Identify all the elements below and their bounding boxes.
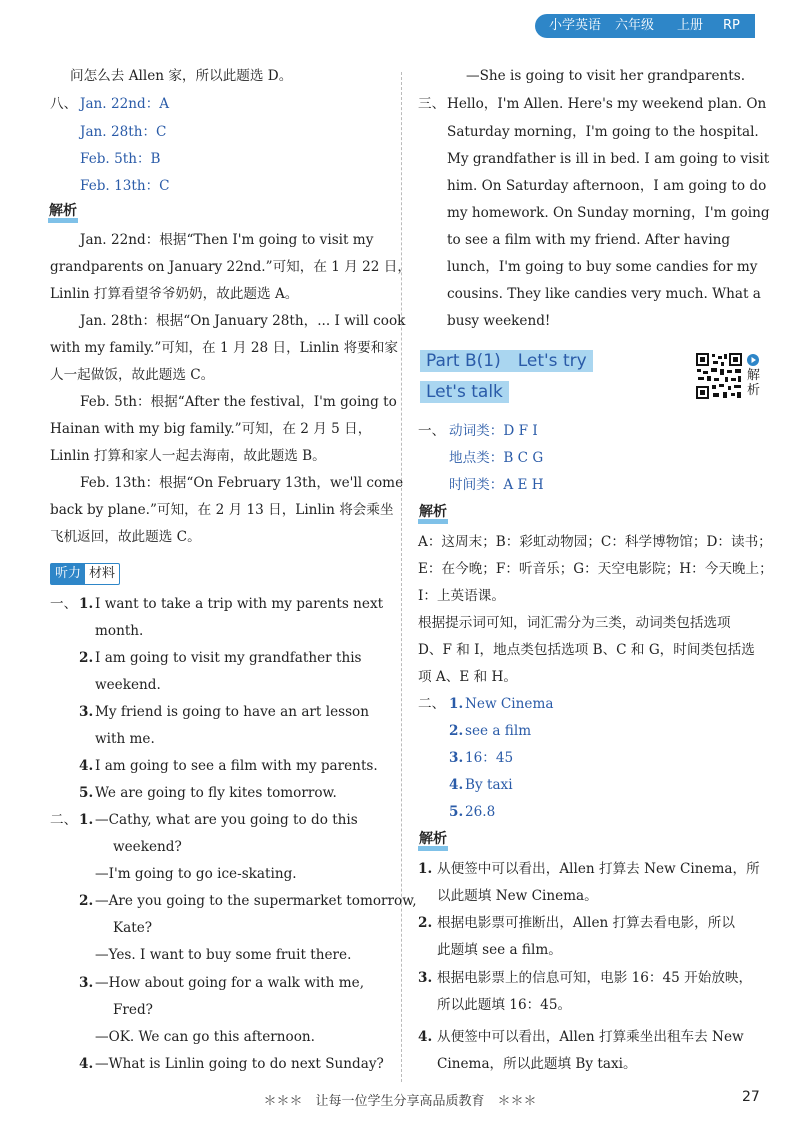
dialogue-line: —What is Linlin going to do next Sunday? bbox=[95, 1056, 384, 1072]
item-number: 4. bbox=[449, 777, 464, 793]
fill-answer: 26.8 bbox=[465, 804, 496, 820]
answer-item: Feb. 13th：C bbox=[80, 178, 170, 194]
part-title: Part B(1) Let's try bbox=[420, 350, 593, 372]
item-number: 2. bbox=[449, 723, 464, 739]
dialogue-line: Kate? bbox=[113, 920, 153, 936]
header-bar bbox=[535, 14, 755, 38]
dialogue-line: —How about going for a walk with me, bbox=[95, 975, 365, 991]
analysis-line: I：上英语课。 bbox=[418, 588, 505, 604]
answer-item: Feb. 5th：B bbox=[80, 151, 161, 167]
part-subtitle: Let's talk bbox=[420, 381, 509, 403]
answer-item: Jan. 22nd：A bbox=[80, 96, 170, 112]
item-number: 2. bbox=[79, 893, 94, 909]
analysis-line: 从便签中可以看出，Allen 打算去 New Cinema，所 bbox=[437, 861, 760, 877]
item-number: 1. bbox=[418, 861, 433, 877]
dialogue-line: Fred? bbox=[113, 1002, 153, 1018]
dialogue-line: —Are you going to the supermarket tomorrow, bbox=[95, 893, 417, 909]
analysis-line: Linlin 打算和家人一起去海南，故此题选 B。 bbox=[50, 448, 326, 464]
analysis-line: E：在今晚；F：听音乐；G：天空电影院；H：今天晚上； bbox=[418, 561, 773, 577]
item-number: 3. bbox=[449, 750, 464, 766]
analysis-line: 从便签中可以看出，Allen 打算乘坐出租车去 New bbox=[437, 1029, 744, 1045]
dialogue-line: —OK. We can go this afternoon. bbox=[95, 1029, 315, 1045]
passage-line: My grandfather is ill in bed. I am going to visit bbox=[447, 151, 770, 167]
header-volume: 上册 bbox=[677, 18, 704, 33]
item-number: 1. bbox=[79, 596, 94, 612]
analysis-line: 人一起做饭，故此题选 C。 bbox=[50, 367, 215, 383]
item-number: 3. bbox=[418, 970, 433, 986]
listening-line: I am going to see a film with my parents. bbox=[95, 758, 378, 774]
category-answer: 时间类：A E H bbox=[449, 477, 544, 493]
item-number: 1. bbox=[79, 812, 94, 828]
dialogue-line: —Yes. I want to buy some fruit there. bbox=[95, 947, 352, 963]
fill-answer: see a film bbox=[465, 723, 532, 739]
analysis-line: 此题填 see a film。 bbox=[437, 942, 562, 958]
analysis-heading: 解析 bbox=[418, 505, 448, 524]
listening-line: with me. bbox=[95, 731, 155, 747]
header-edition: RP bbox=[723, 18, 740, 33]
item-number: 4. bbox=[79, 758, 94, 774]
header-grade: 六年级 bbox=[615, 18, 655, 33]
section-2-label: 二、 bbox=[50, 812, 78, 828]
item-number: 2. bbox=[418, 915, 433, 931]
c2-label: 二、 bbox=[418, 696, 446, 712]
page-number: 27 bbox=[742, 1089, 760, 1105]
analysis-heading: 解析 bbox=[48, 204, 78, 223]
analysis-line: 根据提示词可知，词汇需分为三类，动词类包括选项 bbox=[418, 615, 731, 631]
fill-answer: 16：45 bbox=[465, 750, 514, 766]
analysis-line: Hainan with my big family.”可知，在 2 月 5 日， bbox=[50, 421, 372, 437]
analysis-line: 根据电影票可推断出，Allen 打算去看电影，所以 bbox=[437, 915, 735, 931]
item-number: 4. bbox=[79, 1056, 94, 1072]
analysis-heading: 解析 bbox=[418, 832, 448, 851]
analysis-line: Cinema，所以此题填 By taxi。 bbox=[437, 1056, 637, 1072]
section-8-label: 八、 bbox=[50, 96, 78, 112]
analysis-line: back by plane.”可知，在 2 月 13 日，Linlin 将会乘坐 bbox=[50, 502, 394, 518]
footer-slogan: ＊＊＊ 让每一位学生分享高品质教育 ＊＊＊ bbox=[263, 1094, 537, 1109]
analysis-line: 所以此题填 16：45。 bbox=[437, 997, 572, 1013]
item-number: 2. bbox=[79, 650, 94, 666]
right-line-0: —She is going to visit her grandparents. bbox=[466, 68, 746, 84]
analysis-line: Feb. 13th：根据“On February 13th，we'll come bbox=[80, 475, 404, 491]
analysis-line: 飞机返回，故此题选 C。 bbox=[50, 529, 201, 545]
analysis-line: Linlin 打算看望爷爷奶奶，故此题选 A。 bbox=[50, 286, 299, 302]
analysis-line: D、F 和 I，地点类包括选项 B、C 和 G，时间类包括选 bbox=[418, 642, 755, 658]
tag-listening: 听力 bbox=[51, 564, 85, 584]
listening-line: We are going to fly kites tomorrow. bbox=[95, 785, 337, 801]
category-answer: 动词类：D F I bbox=[449, 423, 538, 439]
passage-line: Saturday morning，I'm going to the hospital. bbox=[447, 124, 759, 140]
passage-line: Hello，I'm Allen. Here's my weekend plan. On bbox=[447, 96, 767, 112]
dialogue-line: weekend? bbox=[113, 839, 182, 855]
passage-line: cousins. They like candies very much. What a bbox=[447, 286, 761, 302]
item-number: 5. bbox=[449, 804, 464, 820]
fill-answer: New Cinema bbox=[465, 696, 554, 712]
analysis-line: Jan. 28th：根据“On January 28th，... I will cook bbox=[80, 313, 406, 329]
analysis-line: grandparents on January 22nd.”可知，在 1 月 22 日， bbox=[50, 259, 411, 275]
tag-material: 材料 bbox=[89, 566, 116, 581]
listening-material-tag bbox=[50, 563, 120, 585]
passage-line: my homework. On Sunday morning，I'm going bbox=[447, 205, 770, 221]
answer-item: Jan. 28th：C bbox=[80, 124, 167, 140]
fill-answer: By taxi bbox=[465, 777, 513, 793]
analysis-line: Feb. 5th：根据“After the festival，I'm going to bbox=[80, 394, 397, 410]
listening-line: My friend is going to have an art lesson bbox=[95, 704, 369, 720]
header-subject: 小学英语 bbox=[549, 18, 602, 33]
analysis-line: 以此题填 New Cinema。 bbox=[437, 888, 598, 904]
passage-line: lunch，I'm going to buy some candies for my bbox=[447, 259, 758, 275]
analysis-line: 项 A、E 和 H。 bbox=[418, 669, 517, 685]
section-3-label: 三、 bbox=[418, 96, 446, 112]
analysis-line: 根据电影票上的信息可知，电影 16：45 开始放映， bbox=[437, 970, 753, 986]
passage-line: him. On Saturday afternoon，I am going to do bbox=[447, 178, 767, 194]
analysis-line: with my family.”可知，在 1 月 28 日，Linlin 将要和家 bbox=[50, 340, 398, 356]
dialogue-line: —Cathy, what are you going to do this bbox=[95, 812, 358, 828]
listening-line: I am going to visit my grandfather this bbox=[95, 650, 362, 666]
item-number: 4. bbox=[418, 1029, 433, 1045]
left-line-1: 问怎么去 Allen 家，所以此题选 D。 bbox=[70, 68, 293, 84]
dialogue-line: —I'm going to go ice-skating. bbox=[95, 866, 297, 882]
item-number: 5. bbox=[79, 785, 94, 801]
analysis-line: A：这周末；B：彩虹动物园；C：科学博物馆；D：读书； bbox=[418, 534, 772, 550]
passage-line: busy weekend! bbox=[447, 313, 551, 329]
c1-label: 一、 bbox=[418, 423, 446, 439]
item-number: 1. bbox=[449, 696, 464, 712]
column-divider bbox=[401, 72, 402, 1082]
listening-line: month. bbox=[95, 623, 144, 639]
analysis-line: Jan. 22nd：根据“Then I'm going to visit my bbox=[80, 232, 374, 248]
section-1-label: 一、 bbox=[50, 596, 78, 612]
passage-line: to see a film with my friend. After having bbox=[447, 232, 731, 248]
item-number: 3. bbox=[79, 975, 94, 991]
play-icon bbox=[747, 354, 759, 366]
category-answer: 地点类：B C G bbox=[449, 450, 544, 466]
qr-label: 解析 bbox=[747, 368, 761, 398]
listening-line: I want to take a trip with my parents next bbox=[95, 596, 384, 612]
qr-code-icon[interactable] bbox=[695, 352, 743, 400]
item-number: 3. bbox=[79, 704, 94, 720]
listening-line: weekend. bbox=[95, 677, 161, 693]
